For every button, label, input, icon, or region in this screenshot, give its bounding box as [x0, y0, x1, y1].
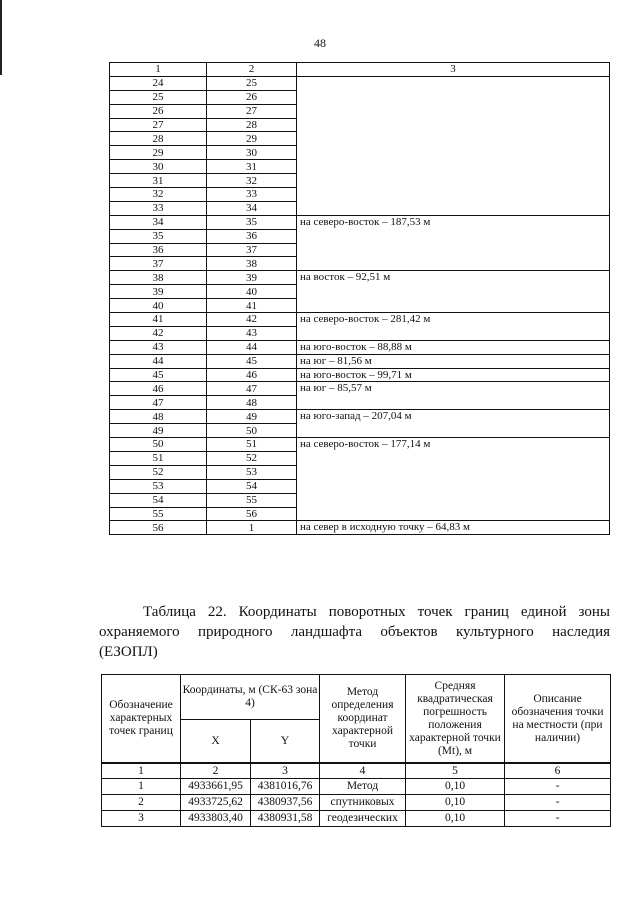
point-to-cell: 49 [207, 410, 297, 424]
point-to-cell: 53 [207, 465, 297, 479]
caption-line-1: Таблица 22. Координаты поворотных точек границ единой зоны [143, 604, 610, 620]
point-to-cell: 51 [207, 438, 297, 452]
table-row [110, 368, 610, 382]
point-from-cell: 41 [110, 313, 207, 327]
table-caption [99, 602, 610, 662]
direction-description-cell [297, 76, 610, 215]
point-from-cell: 38 [110, 271, 207, 285]
point-from-cell: 54 [110, 493, 207, 507]
header-coordinates: Координаты, м (СК-63 зона 4) [181, 675, 320, 720]
error-cell: 0,10 [406, 779, 505, 795]
point-to-cell: 46 [207, 368, 297, 382]
column-number: 3 [251, 763, 320, 779]
point-from-cell: 29 [110, 146, 207, 160]
table-row [110, 382, 610, 396]
point-from-cell: 34 [110, 215, 207, 229]
point-to-cell: 47 [207, 382, 297, 396]
method-cell: геодезических [320, 811, 406, 827]
point-from-cell: 42 [110, 326, 207, 340]
x-coordinate-cell: 4933661,95 [181, 779, 251, 795]
point-to-cell: 30 [207, 146, 297, 160]
point-to-cell: 35 [207, 215, 297, 229]
point-to-cell: 40 [207, 285, 297, 299]
point-to-cell: 41 [207, 299, 297, 313]
point-from-cell: 48 [110, 410, 207, 424]
point-from-cell: 45 [110, 368, 207, 382]
point-to-cell: 36 [207, 229, 297, 243]
column-number: 2 [181, 763, 251, 779]
point-from-cell: 55 [110, 507, 207, 521]
point-to-cell: 26 [207, 90, 297, 104]
point-cell: 2 [102, 795, 181, 811]
point-from-cell: 44 [110, 354, 207, 368]
point-from-cell: 51 [110, 451, 207, 465]
point-to-cell: 56 [207, 507, 297, 521]
direction-description-cell: на северо-восток – 177,14 м [297, 438, 610, 521]
point-to-cell: 43 [207, 326, 297, 340]
column-number: 4 [320, 763, 406, 779]
point-from-cell: 32 [110, 188, 207, 202]
direction-description-cell: на юг – 85,57 м [297, 382, 610, 410]
point-from-cell: 56 [110, 521, 207, 535]
column-number: 1 [102, 763, 181, 779]
header-designation: Обозначение характерных точек границ [102, 675, 181, 764]
table-row [110, 521, 610, 535]
point-to-cell: 27 [207, 104, 297, 118]
point-from-cell: 49 [110, 424, 207, 438]
point-from-cell: 39 [110, 285, 207, 299]
x-coordinate-cell: 4933803,40 [181, 811, 251, 827]
y-coordinate-cell: 4381016,76 [251, 779, 320, 795]
point-to-cell: 50 [207, 424, 297, 438]
y-coordinate-cell: 4380937,56 [251, 795, 320, 811]
point-from-cell: 27 [110, 118, 207, 132]
point-from-cell: 50 [110, 438, 207, 452]
point-to-cell: 34 [207, 201, 297, 215]
point-to-cell: 33 [207, 188, 297, 202]
point-from-cell: 25 [110, 90, 207, 104]
point-from-cell: 30 [110, 160, 207, 174]
method-cell: Метод [320, 779, 406, 795]
point-to-cell: 1 [207, 521, 297, 535]
header-method: Метод определения координат характерной точки [320, 675, 406, 764]
point-from-cell: 31 [110, 174, 207, 188]
point-to-cell: 44 [207, 340, 297, 354]
column-number: 5 [406, 763, 505, 779]
direction-description-cell: на север в исходную точку – 64,83 м [297, 521, 610, 535]
table-row [102, 811, 611, 827]
direction-description-cell: на северо-восток – 281,42 м [297, 313, 610, 341]
point-cell: 1 [102, 779, 181, 795]
table-row [110, 215, 610, 229]
direction-description-cell: на восток – 92,51 м [297, 271, 610, 313]
coordinates-table [101, 674, 611, 827]
caption-line-2: охраняемого природного ландшафта объектов культурного наследия [99, 624, 610, 640]
table-row [102, 795, 611, 811]
caption-line-3: (ЕЗОПЛ) [99, 644, 158, 660]
table-row [110, 76, 610, 90]
point-to-cell: 25 [207, 76, 297, 90]
point-to-cell: 55 [207, 493, 297, 507]
header-y: Y [251, 720, 320, 764]
header-col-2: 2 [207, 63, 297, 77]
column-number-row [102, 763, 611, 779]
point-to-cell: 54 [207, 479, 297, 493]
description-cell: - [505, 779, 611, 795]
method-cell: спутниковых [320, 795, 406, 811]
point-to-cell: 48 [207, 396, 297, 410]
point-from-cell: 36 [110, 243, 207, 257]
point-from-cell: 35 [110, 229, 207, 243]
point-to-cell: 29 [207, 132, 297, 146]
point-to-cell: 52 [207, 451, 297, 465]
point-cell: 3 [102, 811, 181, 827]
column-number: 6 [505, 763, 611, 779]
direction-description-cell: на юго-восток – 88,88 м [297, 340, 610, 354]
coords-header-row [102, 675, 611, 720]
point-to-cell: 28 [207, 118, 297, 132]
point-from-cell: 47 [110, 396, 207, 410]
point-from-cell: 37 [110, 257, 207, 271]
point-from-cell: 53 [110, 479, 207, 493]
point-to-cell: 45 [207, 354, 297, 368]
table-row [110, 354, 610, 368]
error-cell: 0,10 [406, 811, 505, 827]
point-to-cell: 39 [207, 271, 297, 285]
direction-description-cell: на юго-запад – 207,04 м [297, 410, 610, 438]
header-error: Средняя квадратическая погрешность положения характерной точки (Mt), м [406, 675, 505, 764]
table-row [110, 438, 610, 452]
table-row [110, 410, 610, 424]
table-row [110, 313, 610, 327]
point-to-cell: 42 [207, 313, 297, 327]
header-description: Описание обозначения точки на местности (при наличии) [505, 675, 611, 764]
point-from-cell: 26 [110, 104, 207, 118]
boundary-segments-table [109, 62, 610, 535]
point-to-cell: 32 [207, 174, 297, 188]
direction-description-cell: на северо-восток – 187,53 м [297, 215, 610, 271]
point-from-cell: 24 [110, 76, 207, 90]
description-cell: - [505, 811, 611, 827]
table-row [110, 340, 610, 354]
point-to-cell: 38 [207, 257, 297, 271]
direction-description-cell: на юго-восток – 99,71 м [297, 368, 610, 382]
point-to-cell: 31 [207, 160, 297, 174]
point-from-cell: 43 [110, 340, 207, 354]
description-cell: - [505, 795, 611, 811]
header-col-1: 1 [110, 63, 207, 77]
x-coordinate-cell: 4933725,62 [181, 795, 251, 811]
point-from-cell: 28 [110, 132, 207, 146]
direction-description-cell: на юг – 81,56 м [297, 354, 610, 368]
table-header-row [110, 63, 610, 77]
point-from-cell: 46 [110, 382, 207, 396]
y-coordinate-cell: 4380931,58 [251, 811, 320, 827]
table-row [110, 271, 610, 285]
header-x: X [181, 720, 251, 764]
point-from-cell: 52 [110, 465, 207, 479]
point-to-cell: 37 [207, 243, 297, 257]
table-row [102, 779, 611, 795]
page-number: 48 [314, 36, 326, 50]
error-cell: 0,10 [406, 795, 505, 811]
header-col-3: 3 [297, 63, 610, 77]
point-from-cell: 40 [110, 299, 207, 313]
point-from-cell: 33 [110, 201, 207, 215]
